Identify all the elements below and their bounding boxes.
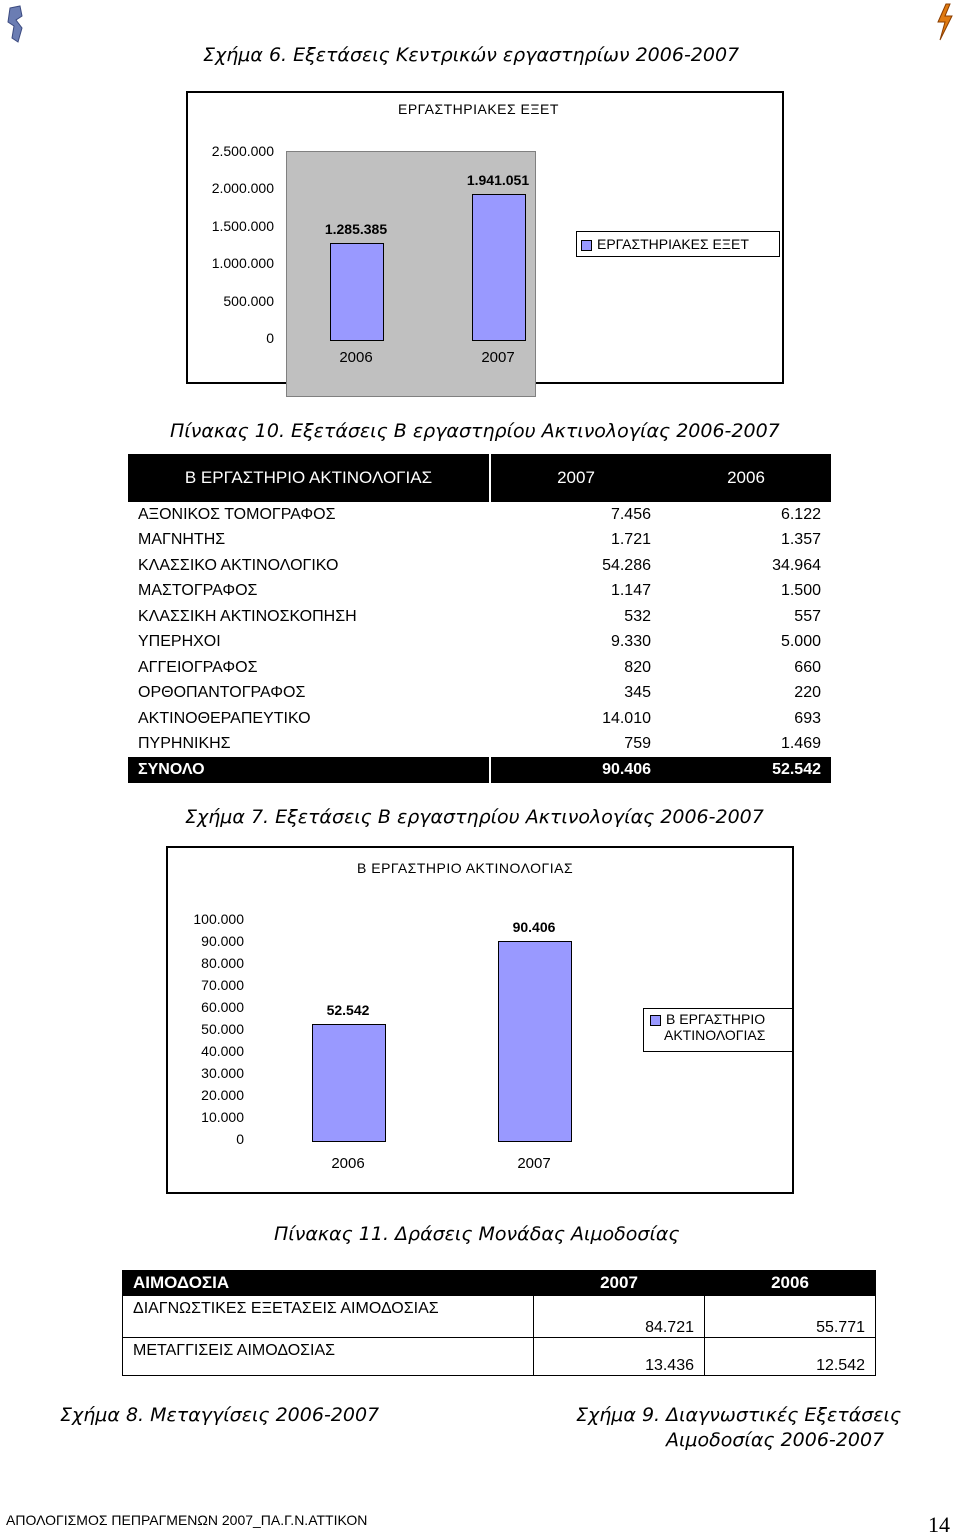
- table-row: [128, 655, 831, 681]
- table-row: [128, 579, 831, 605]
- row-value-2006: 34.964: [772, 556, 821, 574]
- row-value-2006: 6.122: [780, 505, 821, 523]
- total-label: ΣΥΝΟΛΟ: [128, 757, 490, 783]
- total-2007: 90.406: [490, 757, 661, 783]
- legend-label: ΕΡΓΑΣΤΗΡΙΑΚΕΣ ΕΞΕΤ: [597, 236, 749, 252]
- row-value-2007: 532: [624, 607, 651, 625]
- legend-swatch: [581, 240, 592, 251]
- x-tick-label-2006: 2006: [331, 1155, 365, 1172]
- row-value-2007: 14.010: [602, 709, 651, 727]
- pdf-logo-icon: [6, 4, 26, 44]
- row-label: ΚΛΑΣΣΙΚΗ ΑΚΤΙΝΟΣΚΟΠΗΣΗ: [138, 607, 357, 625]
- data-label-2007: 90.406: [512, 919, 556, 936]
- table-radiology: [128, 454, 832, 783]
- legend-label-line2: ΑΚΤΙΝΟΛΟΓΙΑΣ: [664, 1027, 766, 1043]
- y-tick-label: 2.000.000: [211, 180, 274, 197]
- row-value-2006: 1.357: [780, 531, 821, 549]
- bar-2006: [330, 243, 384, 341]
- figure-7-caption: Σχήμα 7. Εξετάσεις Β εργαστηρίου Ακτινολογίας 2006-2007: [185, 806, 764, 828]
- table-row: [128, 528, 831, 554]
- chart-radiology: [166, 846, 794, 1194]
- row-value-2006: 557: [794, 607, 821, 625]
- row-value-2007: 345: [624, 684, 651, 702]
- y-tick-label: 0: [266, 330, 274, 346]
- figure-6-caption: Σχήμα 6. Εξετάσεις Κεντρικών εργαστηρίων 2006-2007: [203, 44, 740, 66]
- table-row: [128, 630, 831, 656]
- row-label: ΜΑΣΤΟΓΡΑΦΟΣ: [138, 582, 258, 600]
- row-value-2006: 693: [794, 709, 821, 727]
- legend-label-line1: Β ΕΡΓΑΣΤΗΡΙΟ: [666, 1011, 766, 1027]
- data-label-2007: 1.941.051: [466, 171, 530, 188]
- y-tick-label: 1.000.000: [211, 255, 274, 272]
- header-2007: 2007: [490, 454, 661, 502]
- chart-legend: [576, 231, 780, 257]
- row-value-2007: 820: [624, 658, 651, 676]
- figure-8-caption: Σχήμα 8. Μεταγγίσεις 2006-2007: [60, 1404, 380, 1426]
- x-tick-label-2007: 2007: [481, 349, 515, 366]
- row-value-2006: 1.500: [780, 582, 821, 600]
- row-label: ΑΞΟΝΙΚΟΣ ΤΟΜΟΓΡΑΦΟΣ: [138, 505, 336, 523]
- row-value-2007: 54.286: [602, 556, 651, 574]
- y-tick-label: 100.000: [193, 911, 244, 927]
- row-value-2007: 1.147: [610, 582, 651, 600]
- table-11-caption: Πίνακας 11. Δράσεις Μονάδας Αιμοδοσίας: [274, 1223, 680, 1245]
- chart-legend: [643, 1008, 793, 1052]
- header-department: Β ΕΡΓΑΣΤΗΡΙΟ ΑΚΤΙΝΟΛΟΓΙΑΣ: [128, 454, 490, 502]
- table-blood-donation: [122, 1270, 876, 1376]
- table-row: [128, 502, 831, 528]
- table-row: [128, 553, 831, 579]
- row-label: ΟΡΘΟΠΑΝΤΟΓΡΑΦΟΣ: [138, 684, 306, 702]
- lightning-logo-icon: [934, 2, 956, 42]
- row-label: ΥΠΕΡΗΧΟΙ: [138, 633, 221, 651]
- y-tick-label: 500.000: [223, 292, 274, 309]
- table-row: [128, 604, 831, 630]
- row-value-2007: 84.721: [534, 1296, 705, 1338]
- row-value-2006: 1.469: [780, 735, 821, 753]
- row-value-2007: 1.721: [610, 531, 651, 549]
- table-row: [128, 732, 831, 758]
- table-row: [128, 706, 831, 732]
- footer-text: ΑΠΟΛΟΓΙΣΜΟΣ ΠΕΠΡΑΓΜΕΝΩΝ 2007_ΠΑ.Γ.Ν.ΑΤΤΙΚΟΝ: [6, 1512, 368, 1528]
- y-tick-label: 10.000: [201, 1109, 244, 1125]
- row-label: ΑΓΓΕΙΟΓΡΑΦΟΣ: [138, 658, 258, 676]
- total-2006: 52.542: [661, 757, 831, 783]
- row-value-2006: 55.771: [705, 1296, 876, 1338]
- y-tick-label: 50.000: [201, 1021, 244, 1037]
- y-tick-label: 90.000: [201, 933, 244, 949]
- page-number: 14: [928, 1512, 950, 1537]
- data-label-2006: 1.285.385: [324, 220, 388, 237]
- table-row: [123, 1296, 876, 1338]
- row-value-2006: 12.542: [705, 1338, 876, 1376]
- figure-9-caption-line1: Σχήμα 9. Διαγνωστικές Εξετάσεις: [576, 1404, 902, 1426]
- y-tick-label: 40.000: [201, 1043, 244, 1059]
- row-label: ΚΛΑΣΣΙΚΟ ΑΚΤΙΝΟΛΟΓΙΚΟ: [138, 556, 339, 574]
- row-value-2007: 13.436: [534, 1338, 705, 1376]
- row-label: ΑΚΤΙΝΟΘΕΡΑΠΕΥΤΙΚΟ: [138, 709, 311, 727]
- table-row: [128, 681, 831, 707]
- chart-title: ΕΡΓΑΣΤΗΡΙΑΚΕΣ ΕΞΕΤ: [398, 101, 559, 117]
- y-tick-label: 20.000: [201, 1087, 244, 1103]
- header-blood-donation: ΑΙΜΟΔΟΣΙΑ: [123, 1271, 534, 1296]
- x-tick-label-2006: 2006: [339, 349, 373, 366]
- bar-2007: [472, 194, 526, 341]
- y-tick-label: 70.000: [201, 977, 244, 993]
- table-header-row: [123, 1271, 876, 1296]
- chart-lab-exams: [186, 91, 784, 384]
- y-tick-label: 80.000: [201, 955, 244, 971]
- legend-swatch: [650, 1015, 661, 1026]
- bar-2007: [498, 941, 572, 1142]
- header-2006: 2006: [705, 1271, 876, 1296]
- row-value-2006: 220: [794, 684, 821, 702]
- data-label-2006: 52.542: [326, 1002, 370, 1019]
- x-tick-label-2007: 2007: [517, 1155, 551, 1172]
- y-tick-label: 1.500.000: [211, 217, 274, 234]
- row-label: ΔΙΑΓΝΩΣΤΙΚΕΣ ΕΞΕΤΑΣΕΙΣ ΑΙΜΟΔΟΣΙΑΣ: [123, 1296, 534, 1338]
- bar-2006: [312, 1024, 386, 1142]
- row-label: ΜΕΤΑΓΓΙΣΕΙΣ ΑΙΜΟΔΟΣΙΑΣ: [123, 1338, 534, 1376]
- table-10-caption: Πίνακας 10. Εξετάσεις Β εργαστηρίου Ακτινολογίας 2006-2007: [170, 420, 780, 442]
- row-value-2006: 660: [794, 658, 821, 676]
- y-tick-label: 60.000: [201, 999, 244, 1015]
- y-tick-label: 30.000: [201, 1065, 244, 1081]
- chart-title: Β ΕΡΓΑΣΤΗΡΙΟ ΑΚΤΙΝΟΛΟΓΙΑΣ: [357, 860, 574, 876]
- header-2007: 2007: [534, 1271, 705, 1296]
- row-label: ΠΥΡΗΝΙΚΗΣ: [138, 735, 231, 753]
- row-value-2007: 9.330: [610, 633, 651, 651]
- row-label: ΜΑΓΝΗΤΗΣ: [138, 531, 226, 549]
- row-value-2007: 7.456: [610, 505, 651, 523]
- row-value-2007: 759: [624, 735, 651, 753]
- table-total-row: [128, 757, 831, 783]
- y-tick-label: 0: [236, 1131, 244, 1147]
- table-row: [123, 1338, 876, 1376]
- y-tick-label: 2.500.000: [211, 143, 274, 159]
- row-value-2006: 5.000: [780, 633, 821, 651]
- header-2006: 2006: [661, 454, 831, 502]
- figure-9-caption-line2: Αιμοδοσίας 2006-2007: [666, 1429, 885, 1451]
- table-header-row: [128, 454, 831, 502]
